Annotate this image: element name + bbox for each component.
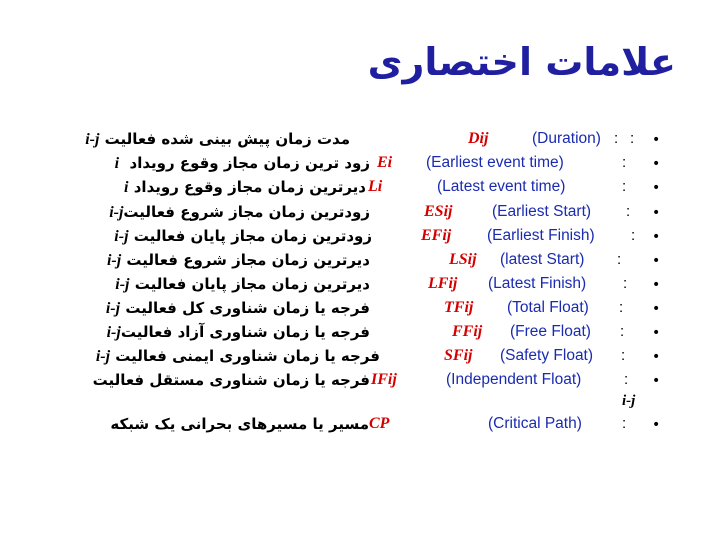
colon: : [621,347,626,364]
list-item [0,275,720,299]
persian-definition: دیرترین زمان مجاز پایان فعالیت i-j [115,275,370,293]
persian-definition: زود ترین زمان مجاز وقوع رویداد i [114,154,370,172]
persian-definition: فرجه یا زمان شناوری مستقل فعالیت [92,371,370,389]
persian-definition: فرجه یا زمان شناوری کل فعالیت i-j [105,299,370,317]
list-item [0,227,720,251]
bullet-icon: • [652,180,661,196]
abbreviation: Li [368,178,383,195]
english-term: (Total Float) [507,299,589,316]
english-term: (Free Float) [510,323,591,340]
bullet-icon: • [652,156,661,172]
abbreviation: EFij [421,227,452,244]
abbreviation: LSij [449,251,477,268]
bullet-icon: • [652,205,661,221]
persian-definition: مسیر یا مسیرهای بحرانی یک شبکه [110,415,369,433]
persian-definition: مدت زمان پیش بینی شده فعالیت i-j [85,130,350,148]
abbreviation: FFij [452,323,483,340]
abbreviation: ESij [424,203,453,220]
english-term: (Critical Path) [488,415,582,432]
bullet-icon: • [652,417,661,433]
colon: : [622,154,627,171]
english-term: (Latest event time) [437,178,566,195]
colon: : [626,203,631,220]
english-term: (Independent Float) [446,371,582,388]
persian-definition: دیرترین زمان مجاز شروع فعالیت i-j [106,251,370,269]
persian-definition: زودترین زمان مجاز پایان فعالیت i-j [114,227,372,245]
persian-definition: دیرترین زمان مجاز وقوع رویداد i [124,178,366,196]
list-item [0,347,720,371]
bullet-icon: • [652,229,661,245]
colon: : [624,371,629,388]
english-term: (latest Start) [500,251,585,268]
colon: : [622,415,627,432]
abbreviation: Ei [377,154,393,171]
colon: : [631,227,636,244]
english-term: (Safety Float) [500,347,594,364]
english-term: (Duration) [532,130,601,147]
colon: : [617,251,622,268]
colon: : [620,323,625,340]
english-term: (Earliest Finish) [487,227,595,244]
colon: : [622,178,627,195]
bullet-icon: • [652,325,661,341]
colon: : [619,299,624,316]
abbreviation: SFij [444,347,473,364]
activity-suffix: i-j [622,393,636,409]
abbreviation: TFij [444,299,474,316]
bullet-icon: • [652,277,661,293]
abbreviation: CP [369,415,390,432]
list-item [0,371,720,409]
english-term: (Earliest Start) [492,203,592,220]
persian-definition: فرجه یا زمان شناوری آزاد فعالیتi-j [106,323,370,341]
abbreviation: IFij [371,371,397,388]
colon: : [630,130,635,147]
page-title: علامات اختصاری [367,40,676,84]
english-term: (Earliest event time) [426,154,564,171]
list-item [0,323,720,347]
list-item [0,299,720,323]
persian-definition: فرجه یا زمان شناوری ایمنی فعالیت i-j [95,347,380,365]
colon: : [614,130,619,147]
list-item [0,154,720,178]
bullet-icon: • [652,373,661,389]
list-item [0,251,720,275]
persian-definition: زودترین زمان مجاز شروع فعالیتi-j [109,203,370,221]
colon: : [623,275,628,292]
abbreviation: Dij [468,130,489,147]
list-item [0,178,720,202]
abbreviation: LFij [428,275,458,292]
bullet-icon: • [652,253,661,269]
bullet-icon: • [652,132,661,148]
english-term: (Latest Finish) [488,275,587,292]
list-item [0,130,720,154]
list-item [0,415,720,439]
list-item [0,203,720,227]
bullet-icon: • [652,349,661,365]
bullet-icon: • [652,301,661,317]
